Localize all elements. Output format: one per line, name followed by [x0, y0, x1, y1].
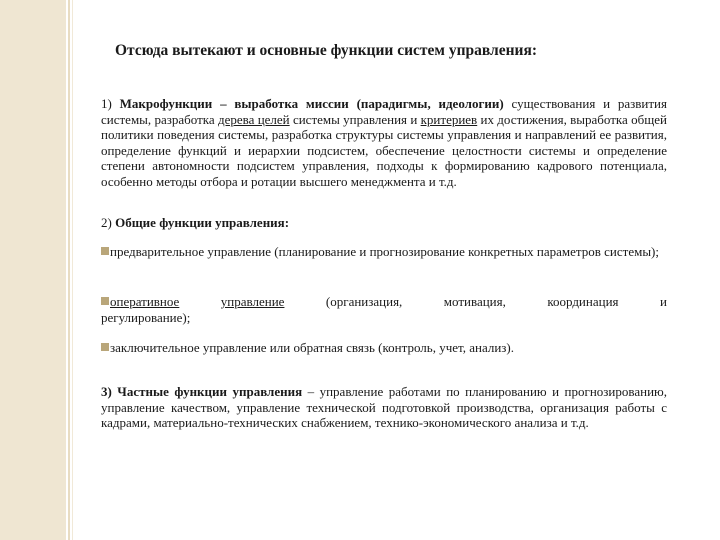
- bullet-word: и: [659, 294, 667, 309]
- section2-colon: :: [284, 215, 290, 230]
- decorative-side-band: [0, 0, 66, 540]
- section2-heading: Общие функции управления: [115, 215, 285, 230]
- section2-number: 2): [101, 215, 112, 230]
- section-private-functions: [101, 384, 667, 431]
- bullet-item-preliminary: [101, 244, 667, 260]
- bullet-item-final: [101, 340, 667, 356]
- section1-heading: Макрофункции – выработка миссии (парадигмы, идеологии): [119, 96, 504, 111]
- section1-number: 1): [101, 96, 112, 111]
- slide-title: Отсюда вытекают и основные функции систем управления:: [115, 42, 538, 59]
- square-bullet-icon: [101, 297, 109, 305]
- section3-text: – управление работами по планированию и прогнозированию, управление качеством, управление технической подготовкой производства, организация работы с кадрами, материально-технических снабжением, технико-экономического анализа и т.д.: [101, 384, 667, 431]
- section3-heading: 3) Частные функции управления: [101, 384, 303, 399]
- goal-tree-link[interactable]: дерева целей: [217, 111, 290, 127]
- decorative-side-line-thin: [72, 0, 73, 540]
- square-bullet-icon: [101, 343, 109, 351]
- section1-text-a: существования и развития системы, разработка: [101, 96, 667, 127]
- section-macro-functions: [101, 96, 667, 190]
- bullet-item-operative: [101, 294, 667, 325]
- bullet-item-text: заключительное управление или обратная связь (контроль, учет, анализ).: [110, 340, 514, 355]
- operative-link[interactable]: оперативное: [110, 294, 180, 309]
- section1-text-b: системы управления и: [289, 111, 421, 127]
- criteria-link[interactable]: критериев: [420, 111, 478, 127]
- square-bullet-icon: [101, 247, 109, 255]
- section-general-functions: [101, 215, 667, 231]
- decorative-side-line: [68, 0, 70, 540]
- section1-text-c: их достижения, выработка общей политики поведения системы, разработка структуры системы управления и направлений ее развития, определение функций и иерархии подсистем, обеспечение целостности системы и определение степени автономности подсистем управления, подходы к формированию кадрового потенциала, особенно методы отбора и ротации высшего менеджмента и т.д.: [101, 111, 667, 189]
- bullet-word: (организация,: [325, 294, 403, 309]
- bullet-item-text: предварительное управление (планирование и прогнозирование конкретных параметров системы);: [110, 244, 659, 259]
- bullet-item-line-end: регулирование);: [101, 309, 191, 325]
- bullet-word-group: [101, 294, 179, 310]
- bullet-word: мотивация,: [443, 294, 506, 309]
- management-link[interactable]: управление: [220, 294, 285, 309]
- bullet-word: координация: [547, 294, 619, 309]
- bullet-item-line: [101, 294, 667, 310]
